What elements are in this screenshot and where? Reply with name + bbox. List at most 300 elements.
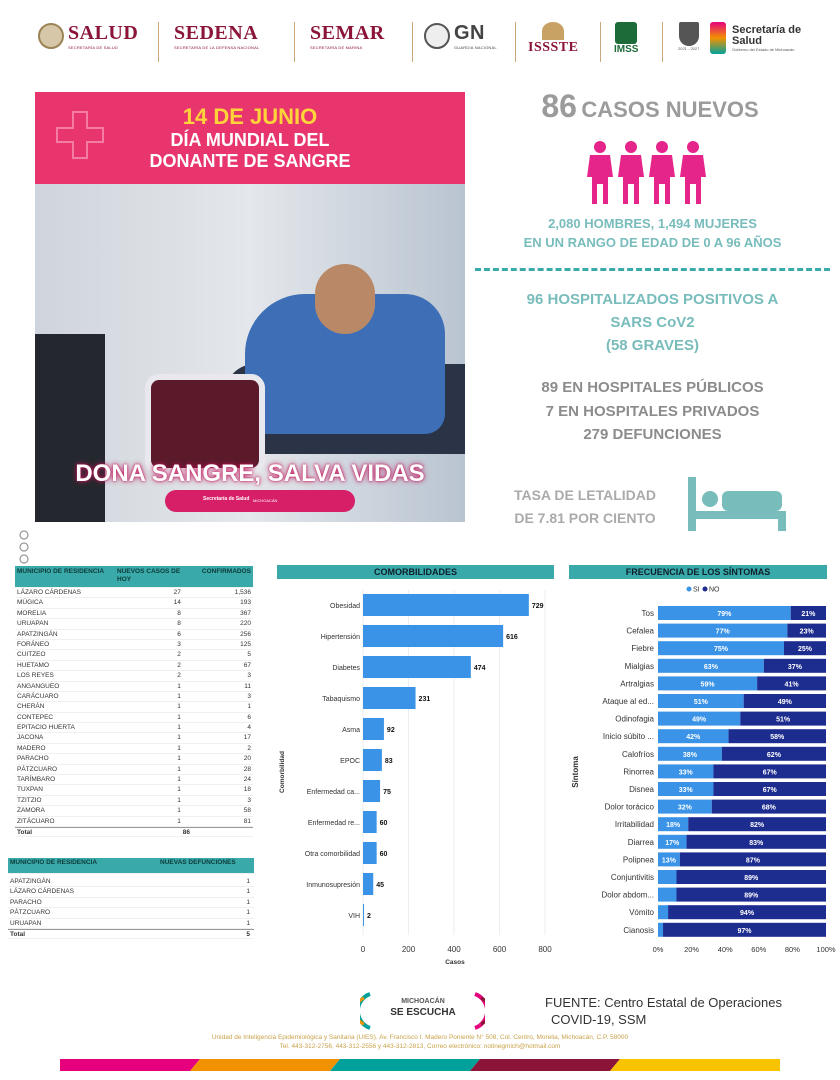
deaths-total-row [8, 929, 254, 939]
data-label-si: 38% [682, 751, 697, 759]
hospitalized-stats [475, 288, 830, 357]
comorbidities-chart [270, 582, 560, 972]
category-label: EPOC [340, 758, 360, 765]
municipio-cell: PÁTZCUARO [10, 909, 51, 917]
table-row[interactable] [15, 796, 253, 806]
data-label-no: 21% [801, 611, 816, 618]
category-label: Inicio súbito ... [602, 732, 654, 742]
public-hospitals: 89 EN HOSPITALES PÚBLICOS [541, 379, 764, 396]
category-label: Inmunosupresión [306, 882, 360, 889]
bar-si [658, 923, 663, 937]
municipio-cell: EPITACIO HUERTA [17, 724, 75, 732]
data-label-si: 77% [715, 628, 730, 636]
municipio-cell: URUAPAN [10, 919, 42, 927]
poster-title-line2: DONANTE DE SANGRE [149, 151, 351, 171]
data-label-no: 49% [777, 699, 792, 706]
table-row[interactable] [15, 650, 253, 660]
gn-logo [424, 22, 497, 50]
data-label-si: 75% [713, 646, 729, 654]
data-label: 231 [418, 696, 431, 703]
nuevos-casos-cell: 2 [177, 661, 181, 669]
demographics-line1: 2,080 HOMBRES, 1,494 MUJERES [548, 216, 757, 231]
legend-label-no: NO [709, 586, 720, 594]
data-label-no: 68% [761, 804, 776, 812]
table-row[interactable] [15, 682, 253, 692]
table-row[interactable] [15, 640, 253, 650]
y-axis-label: Síntoma [571, 756, 580, 788]
table-row[interactable] [15, 609, 253, 619]
logo-divider [158, 22, 159, 62]
issste-emblem-icon [542, 22, 564, 40]
data-label: 474 [473, 665, 486, 672]
demographics [475, 214, 830, 252]
confirmados-cell: 4 [247, 724, 251, 732]
confirmados-cell: 18 [243, 786, 251, 794]
municipio-cell: TARÍMBARO [17, 776, 56, 784]
donor-head [315, 264, 375, 334]
gn-seal-icon [424, 23, 450, 49]
blood-bag-icon [145, 374, 265, 474]
category-label: Obesidad [330, 603, 360, 610]
data-label-no: 82% [750, 822, 765, 830]
confirmados-cell: 6 [247, 713, 251, 721]
municipio-cell: LÁZARO CÁRDENAS [10, 888, 74, 896]
table-row[interactable] [15, 806, 253, 816]
logo-divider [412, 22, 413, 62]
table-row[interactable] [15, 723, 253, 733]
nuevos-casos-cell: 27 [173, 589, 181, 596]
x-tick-label: 400 [447, 945, 461, 954]
address-line2: Tel. 443-312-2756, 443-312-2556 y 443-312-2813, Correo electrónico: notinegmich@hotmail.com [279, 1043, 561, 1050]
nuevos-casos-cell: 8 [177, 609, 181, 617]
category-label: Cianosis [623, 925, 654, 935]
nuevos-casos-cell: 1 [177, 776, 181, 784]
confirmados-cell: 24 [243, 776, 251, 784]
data-label-si: 42% [686, 734, 701, 742]
table-row[interactable] [8, 877, 254, 887]
x-axis-label: Casos [445, 959, 465, 966]
data-label: 729 [531, 603, 544, 610]
defunciones-cell: 1 [246, 919, 250, 927]
address-line1: Unidad de Inteligencia Epidemiológica y Sanitaria (UIES). Av. Francisco I. Madero Poniente N° 508, Col. Centro, Morelia, Michoacán, C.P. 58000 [211, 1034, 629, 1041]
nuevos-casos-cell: 1 [177, 713, 181, 721]
poster-slogan: DONA SANGRE, SALVA VIDAS [75, 460, 425, 487]
lethality-line2: DE 7.81 POR CIENTO [514, 510, 656, 526]
x-tick-label: 0% [652, 945, 664, 954]
municipio-cell: ANGANGUEO [17, 682, 60, 690]
k-colorful-icon [710, 22, 726, 54]
category-label: Rinorrea [623, 767, 654, 777]
confirmados-cell: 220 [240, 620, 251, 628]
municipio-cell: TZITZIO [17, 796, 42, 804]
table-row[interactable] [8, 919, 254, 929]
nuevos-casos-cell: 1 [177, 807, 181, 815]
municipio-cell: CHERÁN [17, 703, 45, 711]
category-label: Fiebre [631, 644, 654, 654]
bar [363, 842, 377, 864]
imss-emblem-icon [615, 22, 637, 44]
hosp-line3: (58 GRAVES) [605, 337, 700, 354]
category-label: Cefalea [626, 626, 654, 636]
hospital-bed-icon [688, 477, 788, 533]
municipio-cell: CUITZEO [17, 651, 46, 659]
michoacan-shield-logo [678, 22, 699, 51]
municipio-cell: LOS REYES [17, 672, 54, 680]
nuevos-casos-cell: 6 [177, 630, 181, 638]
table-row[interactable] [15, 785, 253, 795]
cases-table-header [15, 566, 253, 588]
header-nuevas-defunciones[interactable]: NUEVAS DEFUNCIONES [160, 859, 236, 866]
sedena-name: SEDENA [174, 22, 259, 44]
data-label-no: 89% [744, 892, 759, 900]
bar [363, 873, 373, 895]
bar-si [658, 905, 668, 919]
confirmados-cell: 256 [240, 630, 251, 638]
deaths-table-header [8, 858, 254, 874]
confirmados-cell: 81 [243, 817, 251, 825]
cases-total-label: Total [17, 828, 33, 836]
nuevos-casos-cell: 14 [173, 599, 181, 607]
bar [363, 749, 382, 771]
municipio-cell: CARÁCUARO [17, 692, 59, 700]
data-label-no: 94% [740, 910, 755, 918]
confirmados-cell: 367 [240, 609, 251, 617]
category-label: Odinofagia [615, 714, 654, 724]
comorbidities-chart-title: COMORBILIDADES [277, 565, 554, 579]
table-row[interactable] [15, 619, 253, 629]
x-tick-label: 80% [784, 945, 800, 954]
confirmados-cell: 3 [247, 796, 251, 804]
footer-address [100, 1033, 740, 1051]
symptoms-chart-title: FRECUENCIA DE LOS SÍNTOMAS [569, 565, 827, 579]
data-label-no: 62% [766, 751, 781, 759]
nuevos-casos-cell: 2 [177, 651, 181, 659]
table-row[interactable] [15, 588, 253, 598]
data-label-si: 13% [661, 857, 676, 865]
category-label: Diabetes [332, 665, 360, 672]
confirmados-cell: 17 [243, 734, 251, 742]
data-label-no: 67% [762, 787, 777, 794]
confirmados-cell: 1 [247, 703, 251, 711]
confirmados-cell: 11 [244, 682, 251, 690]
salud-logo [38, 22, 138, 50]
bar [363, 718, 384, 740]
imss-logo [614, 22, 638, 55]
confirmados-cell: 3 [247, 692, 251, 700]
municipio-cell: URUAPAN [17, 620, 49, 628]
table-row[interactable] [15, 702, 253, 712]
data-label: 60 [379, 851, 388, 858]
category-label: Diarrea [627, 837, 654, 847]
michoacan-years: 2021 - 2027 [678, 46, 700, 51]
confirmados-cell: 58 [243, 807, 251, 815]
bar [363, 811, 377, 833]
table-row[interactable] [15, 765, 253, 775]
imss-name: IMSS [614, 44, 639, 55]
defunciones-cell: 1 [246, 909, 250, 917]
data-label: 60 [379, 820, 388, 827]
data-label-no: 83% [749, 839, 764, 847]
semar-sub: SECRETARÍA DE MARINA [310, 45, 363, 50]
municipio-cell: PARACHO [17, 755, 49, 763]
hosp-line2: SARS CoV2 [610, 314, 695, 331]
bar-si [658, 888, 676, 902]
header-municipio-def[interactable]: MUNICIPIO DE RESIDENCIA [10, 859, 98, 866]
nuevos-casos-cell: 1 [177, 796, 181, 804]
table-row[interactable] [8, 908, 254, 918]
defunciones-cell: 1 [246, 878, 250, 885]
category-label: Polipnea [622, 855, 654, 865]
nurse-coat [35, 334, 105, 522]
data-label-no: 23% [799, 628, 814, 636]
nuevos-casos-cell: 1 [177, 765, 181, 773]
secretaria-salud-michoacan-logo [710, 22, 802, 54]
header-nuevos-casos[interactable]: NUEVOS CASOS DE HOY [117, 568, 181, 583]
x-tick-label: 0 [360, 945, 366, 954]
logo-divider [294, 22, 295, 62]
confirmados-cell: 125 [240, 640, 251, 648]
data-label-no: 67% [762, 769, 777, 777]
municipio-cell: HUETAMO [17, 661, 50, 669]
confirmados-cell: 193 [240, 599, 251, 607]
category-label: Otra comorbilidad [304, 851, 360, 858]
demographics-line2: EN UN RANGO DE EDAD DE 0 A 96 AÑOS [523, 235, 782, 250]
bar [363, 656, 471, 678]
deaths-by-municipality-table [8, 858, 254, 939]
people-group-icon [585, 140, 710, 204]
category-label: Dolor abdom... [601, 890, 654, 900]
hosp-line1: 96 HOSPITALIZADOS POSITIVOS A [526, 291, 779, 308]
poster-date: 14 DE JUNIO [182, 104, 318, 129]
sedena-sub: SECRETARÍA DE LA DEFENSA NACIONAL [174, 45, 260, 50]
municipio-cell: TUXPAN [17, 786, 43, 794]
bar [363, 687, 416, 709]
gn-sub: GUARDIA NACIONAL [454, 45, 497, 50]
hospital-breakdown [475, 376, 830, 447]
data-label: 45 [376, 882, 385, 889]
table-row[interactable] [15, 713, 253, 723]
x-tick-label: 800 [538, 945, 552, 954]
category-label: Conjuntivitis [610, 873, 654, 882]
x-tick-label: 60% [751, 945, 767, 954]
eagle-seal-icon [38, 23, 64, 49]
bar [363, 780, 380, 802]
category-label: Disnea [629, 785, 654, 794]
table-row[interactable] [15, 692, 253, 702]
deaths-table-body [8, 874, 254, 929]
bar-si [658, 870, 676, 884]
confirmados-cell: 3 [247, 672, 251, 680]
table-row[interactable] [15, 733, 253, 743]
table-row[interactable] [15, 671, 253, 681]
category-label: Irritabilidad [614, 820, 654, 830]
category-label: Tabaquismo [322, 696, 360, 703]
secretaria-salud-sub: Gobierno del Estado de Michoacán [732, 46, 795, 52]
data-label-si: 33% [678, 769, 693, 777]
data-label: 2 [367, 913, 371, 920]
deaths-total-label: Total [10, 930, 26, 938]
data-label-si: 49% [692, 716, 707, 724]
nuevos-casos-cell: 1 [177, 817, 181, 825]
nuevos-casos-cell: 8 [177, 620, 181, 628]
table-row[interactable] [15, 661, 253, 671]
table-row[interactable] [15, 817, 253, 827]
data-label-si: 59% [700, 681, 715, 689]
nuevos-casos-cell: 1 [177, 786, 181, 794]
legend-label-si: SI [693, 586, 700, 594]
source-line1: FUENTE: Centro Estatal de Operaciones [545, 995, 782, 1010]
header-confirmados[interactable]: CONFIRMADOS [201, 568, 251, 575]
data-label: 92 [386, 727, 395, 734]
legend-marker-si [687, 587, 692, 592]
municipio-cell: ZAMORA [17, 807, 45, 815]
category-label: Vómito [629, 908, 654, 918]
footer-color-stripe [60, 1058, 780, 1070]
data-label-no: 58% [770, 734, 785, 742]
source-text [545, 994, 782, 1028]
michoacan-shield-icon [679, 22, 699, 46]
data-label-no: 37% [787, 663, 802, 671]
new-cases-number: 86 [541, 88, 577, 124]
data-label-si: 79% [717, 611, 732, 618]
poster-logo-michoacan: MICHOACÁN [253, 498, 278, 503]
sedena-logo [174, 22, 259, 50]
footer-logo-line2: SE ESCUCHA [390, 1007, 456, 1018]
data-label-si: 51% [693, 699, 708, 706]
nuevos-casos-cell: 2 [177, 672, 181, 680]
poster-logo-secretaria: Secretaría de Salud [203, 496, 250, 502]
x-tick-label: 20% [684, 945, 700, 954]
municipio-cell: APATZINGÁN [10, 878, 51, 885]
category-label: Enfermedad re... [307, 820, 360, 827]
focus-mode-icon[interactable] [18, 530, 32, 570]
cases-by-municipality-table [15, 566, 253, 837]
nuevos-casos-cell: 1 [177, 703, 181, 711]
poster-title [35, 130, 465, 172]
new-cases-headline [475, 88, 825, 125]
deaths-total-value: 5 [246, 930, 250, 938]
table-row[interactable] [15, 754, 253, 764]
defunciones-cell: 1 [246, 888, 250, 896]
municipio-cell: MÚGICA [17, 599, 43, 607]
private-hospitals: 7 EN HOSPITALES PRIVADOS [545, 402, 760, 420]
table-row[interactable] [15, 630, 253, 640]
nuevos-casos-cell: 1 [177, 692, 181, 700]
source-line2: COVID-19, SSM [551, 1012, 647, 1027]
confirmados-cell: 5 [247, 651, 251, 659]
new-cases-label: CASOS NUEVOS [581, 97, 759, 122]
municipio-cell: JACONA [17, 734, 44, 742]
lethality-line1: TASA DE LETALIDAD [513, 487, 657, 503]
nuevos-casos-cell: 1 [177, 682, 181, 690]
municipio-cell: FORÁNEO [17, 640, 50, 648]
category-label: Dolor torácico [604, 802, 654, 812]
municipio-cell: PARACHO [10, 898, 42, 906]
stats-divider [475, 268, 830, 271]
data-label-si: 33% [678, 787, 693, 794]
confirmados-cell: 20 [243, 755, 251, 763]
municipio-cell: ZITÁCUARO [17, 817, 55, 825]
defunciones-cell: 1 [246, 898, 250, 906]
nuevos-casos-cell: 1 [177, 724, 181, 732]
bar [363, 625, 503, 647]
municipio-cell: CONTEPEC [17, 713, 54, 721]
logo-divider [662, 22, 663, 62]
data-label-no: 51% [776, 716, 791, 724]
x-tick-label: 100% [816, 945, 836, 954]
confirmados-cell: 28 [243, 765, 251, 773]
nuevos-casos-cell: 3 [177, 640, 181, 648]
category-label: Asma [342, 727, 360, 734]
data-label-si: 17% [665, 839, 680, 847]
header-municipio[interactable]: MUNICIPIO DE RESIDENCIA [17, 568, 105, 575]
category-label: Enfermedad ca... [306, 789, 360, 796]
deaths-count: 279 DEFUNCIONES [583, 426, 722, 443]
x-tick-label: 600 [492, 945, 507, 954]
symptoms-chart [566, 580, 840, 960]
secretaria-salud-name: Secretaría de Salud [732, 23, 802, 47]
municipio-cell: APATZINGÁN [17, 630, 58, 638]
blood-donor-poster [35, 92, 465, 522]
confirmados-cell: 2 [247, 744, 251, 752]
legend-marker-no [703, 587, 708, 592]
issste-logo [528, 22, 578, 56]
data-label-no: 41% [784, 681, 799, 689]
header-logos [0, 0, 840, 80]
data-label-no: 25% [797, 646, 813, 654]
x-tick-label: 200 [401, 945, 416, 954]
cases-total-row [15, 827, 253, 837]
data-label: 83 [384, 758, 393, 765]
category-label: Calofríos [621, 749, 654, 759]
confirmados-cell: 1,536 [234, 589, 251, 596]
municipio-cell: LÁZARO CÁRDENAS [17, 589, 81, 596]
cases-total-value: 86 [182, 828, 190, 836]
bar [363, 594, 529, 616]
table-row[interactable] [15, 744, 253, 754]
category-label: Mialgias [624, 661, 654, 671]
cases-table-body [15, 588, 253, 827]
data-label-si: 18% [666, 822, 681, 830]
category-label: Tos [641, 609, 654, 618]
nuevos-casos-cell: 1 [177, 734, 181, 742]
y-axis-label: Comorbilidad [279, 751, 286, 793]
confirmados-cell: 67 [243, 661, 251, 669]
salud-name: SALUD [68, 22, 139, 44]
logo-divider [600, 22, 601, 62]
table-row[interactable] [8, 887, 254, 897]
gn-name: GN [454, 22, 485, 44]
category-label: Hipertensión [320, 634, 360, 641]
nuevos-casos-cell: 1 [177, 744, 181, 752]
data-label-no: 87% [745, 857, 760, 865]
category-label: VIH [348, 913, 360, 920]
municipio-cell: MORELIA [17, 609, 47, 617]
issste-name: ISSSTE [528, 40, 579, 55]
table-row[interactable] [8, 898, 254, 908]
lethality-rate [490, 484, 680, 530]
category-label: Artralgias [620, 679, 654, 689]
nuevos-casos-cell: 1 [177, 755, 181, 763]
x-tick-label: 40% [717, 945, 733, 954]
table-row[interactable] [15, 598, 253, 608]
table-row[interactable] [15, 775, 253, 785]
data-label: 616 [506, 634, 518, 641]
municipio-cell: PÁTZCUARO [17, 765, 58, 773]
salud-sub: SECRETARÍA DE SALUD [68, 45, 118, 50]
poster-title-line1: DÍA MUNDIAL DEL [170, 130, 330, 150]
data-label: 75 [383, 789, 391, 796]
